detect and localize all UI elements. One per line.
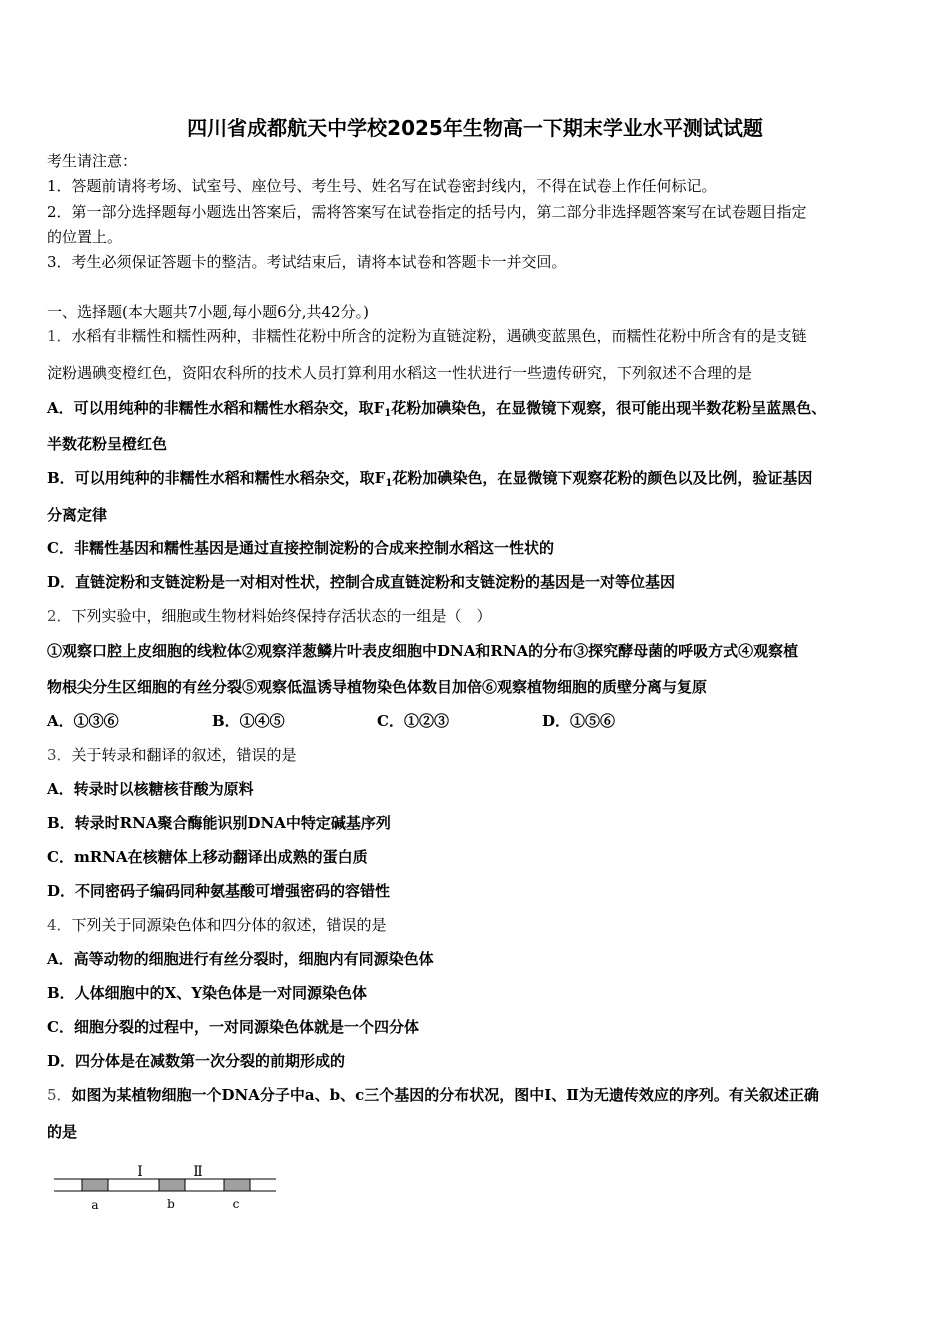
question-2-option-c: C．①②③ — [377, 712, 449, 730]
question-1-option-a-cont: 半数花粉呈橙红色 — [47, 435, 168, 453]
notice-item-2-cont: 的位置上。 — [47, 228, 123, 246]
gene-a-label: a — [91, 1198, 99, 1212]
question-1-number: 1． — [47, 327, 72, 345]
notice-item-1: 1．答题前请将考场、试室号、座位号、考生号、姓名写在试卷密封线内，不得在试卷上作任何标记。 — [47, 177, 717, 195]
page-title: 四川省成都航天中学校2025年生物高一下期末学业水平测试试题 — [187, 116, 763, 140]
question-3-stem — [47, 745, 297, 765]
gene-c-segment — [224, 1179, 250, 1191]
option-a-text: A．可以用纯种的非糯性水稻和糯性水稻杂交，取F — [47, 399, 385, 417]
question-2-items-line2: 物根尖分生区细胞的有丝分裂⑤观察低温诱导植物染色体数目加倍⑥观察植物细胞的质壁分离与复原 — [47, 678, 708, 696]
option-b-text: B．可以用纯种的非糯性水稻和糯性水稻杂交，取F — [47, 469, 386, 487]
label-II: Ⅱ — [193, 1164, 203, 1180]
question-1-option-c: C．非糯性基因和糯性基因是通过直接控制淀粉的合成来控制水稻这一性状的 — [47, 539, 554, 557]
gene-b-label: b — [167, 1197, 175, 1211]
question-4-number: 4． — [47, 916, 72, 934]
question-3-option-b: B．转录时RNA聚合酶能识别DNA中特定碱基序列 — [47, 814, 391, 832]
question-3-stem-text: 关于转录和翻译的叙述，错误的是 — [71, 746, 297, 764]
question-4-option-a: A．高等动物的细胞进行有丝分裂时，细胞内有同源染色体 — [47, 950, 434, 968]
question-2-option-b: B．①④⑤ — [212, 712, 285, 730]
question-1-stem-line2: 淀粉遇碘变橙红色，资阳农科所的技术人员打算利用水稻这一性状进行一些遗传研究，下列叙述不合理的是 — [47, 364, 753, 382]
question-4-option-c: C．细胞分裂的过程中，一对同源染色体就是一个四分体 — [47, 1018, 419, 1036]
question-3-number: 3． — [47, 746, 72, 764]
question-1-option-b — [47, 468, 812, 494]
question-3-option-d: D．不同密码子编码同种氨基酸可增强密码的容错性 — [47, 882, 391, 900]
question-2-stem-text: 下列实验中，细胞或生物材料始终保持存活状态的一组是（ ） — [71, 607, 492, 625]
notice-heading: 考生请注意： — [47, 152, 138, 170]
subscript: 1 — [384, 408, 392, 419]
notice-item-3: 3．考生必须保证答题卡的整洁。考试结束后，请将本试卷和答题卡一并交回。 — [47, 253, 567, 271]
notice-item-2: 2．第一部分选择题每小题选出答案后，需将答案写在试卷指定的括号内，第二部分非选择题答案写在试卷题目指定 — [47, 203, 807, 221]
gene-a-segment — [82, 1179, 108, 1191]
question-1-option-b-cont: 分离定律 — [47, 506, 108, 524]
option-b-text-post: 花粉加碘染色，在显微镜下观察花粉的颜色以及比例，验证基因 — [392, 469, 813, 487]
question-4-option-b: B．人体细胞中的X、Y染色体是一对同源染色体 — [47, 984, 368, 1002]
question-1-stem — [47, 326, 807, 346]
question-2-options — [47, 711, 707, 731]
question-1-stem-line1: 水稻有非糯性和糯性两种，非糯性花粉中所含的淀粉为直链淀粉，遇碘变蓝黑色，而糯性花粉中所含有的是支链 — [71, 327, 807, 345]
question-3-option-c: C．mRNA在核糖体上移动翻译出成熟的蛋白质 — [47, 848, 368, 866]
question-4-option-d: D．四分体是在减数第一次分裂的前期形成的 — [47, 1052, 346, 1070]
option-a-text-post: 花粉加碘染色，在显微镜下观察，很可能出现半数花粉呈蓝黑色、 — [391, 399, 827, 417]
dna-gene-figure — [52, 1158, 280, 1218]
question-5-stem-line1: 如图为某植物细胞一个DNA分子中a、b、c三个基因的分布状况，图中Ⅰ、Ⅱ为无遗传效应的序列。有关叙述正确 — [71, 1086, 819, 1104]
question-5-stem — [47, 1085, 819, 1105]
question-5-stem-line2: 的是 — [47, 1123, 78, 1141]
question-2-items-line1: ①观察口腔上皮细胞的线粒体②观察洋葱鳞片叶表皮细胞中DNA和RNA的分布③探究酵母菌的呼吸方式④观察植 — [47, 642, 799, 660]
question-1-option-d: D．直链淀粉和支链淀粉是一对相对性状，控制合成直链淀粉和支链淀粉的基因是一对等位基因 — [47, 573, 676, 591]
question-4-stem — [47, 915, 387, 935]
question-1-option-a — [47, 398, 826, 424]
question-2-option-a: A．①③⑥ — [47, 712, 119, 730]
question-5-number: 5． — [47, 1086, 72, 1104]
gene-c-label: c — [232, 1197, 240, 1211]
section-heading: 一、选择题(本大题共7小题,每小题6分,共42分。) — [47, 303, 369, 321]
question-2-number: 2． — [47, 607, 72, 625]
subscript: 1 — [385, 478, 393, 489]
question-2-option-d: D．①⑤⑥ — [542, 712, 616, 730]
question-4-stem-text: 下列关于同源染色体和四分体的叙述，错误的是 — [71, 916, 387, 934]
label-I: Ⅰ — [137, 1164, 143, 1180]
gene-b-segment — [159, 1179, 185, 1191]
question-2-stem — [47, 606, 492, 626]
question-3-option-a: A．转录时以核糖核苷酸为原料 — [47, 780, 254, 798]
